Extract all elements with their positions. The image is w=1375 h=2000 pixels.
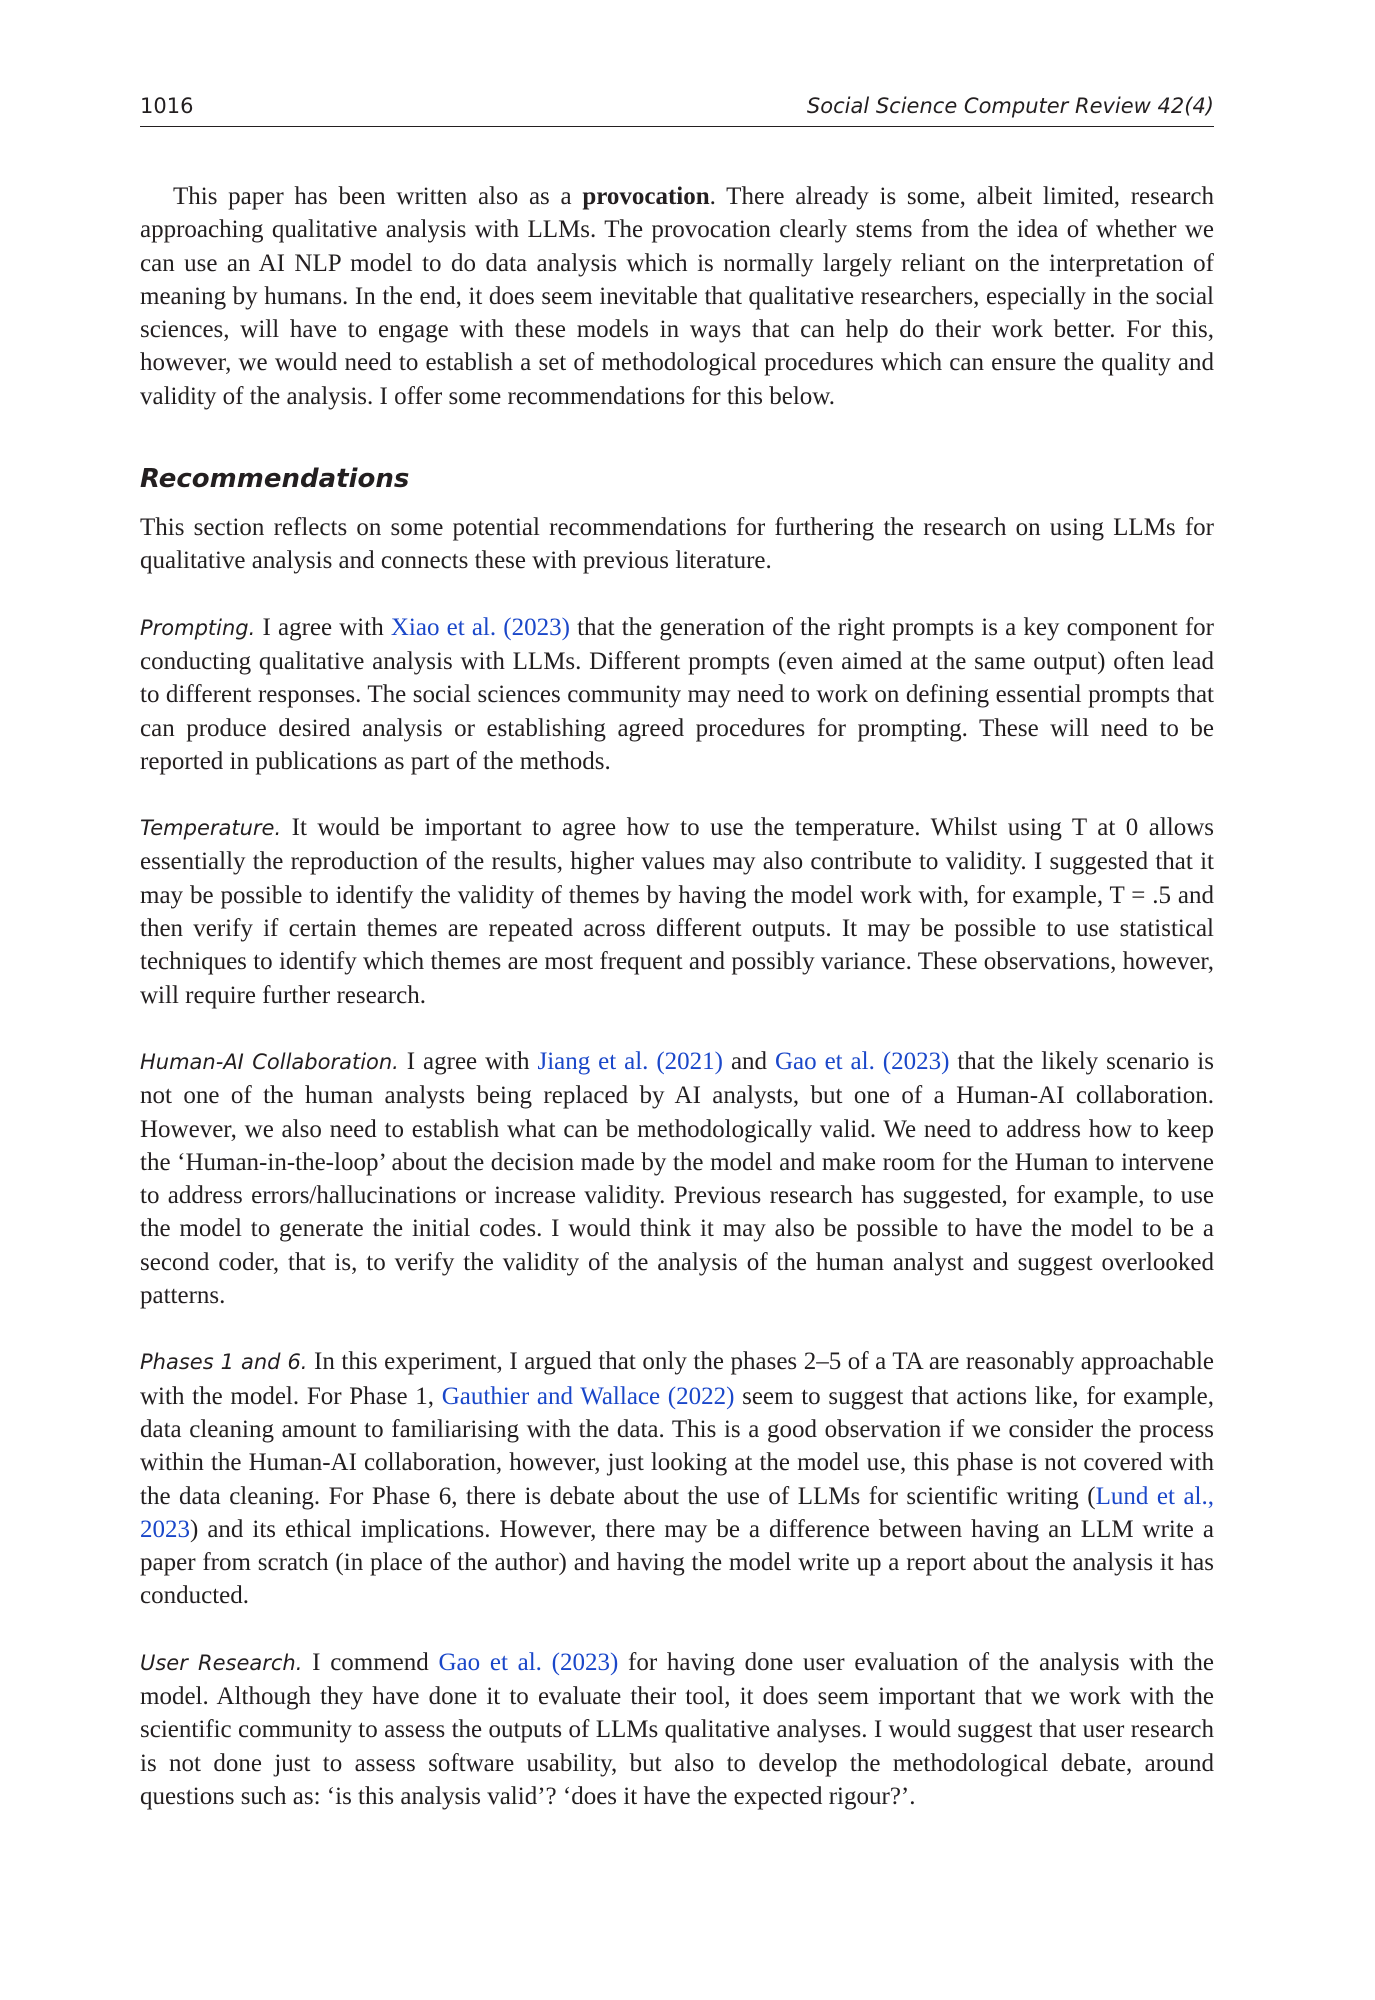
- user-research-heading: User Research.: [140, 1650, 303, 1675]
- collaboration-heading: Human-AI Collaboration.: [140, 1049, 399, 1074]
- phases-text: ) and its ethical implications. However, there may be a difference between having an LLM write a paper from scratch (in place of the author) and having the model write up a report about the analysis it has conducted.: [140, 1515, 1214, 1610]
- phases-text: seem to suggest that actions like, for example, data cleaning amount to familiarising with the data. This is a good observation if we consider the process within the Human-AI collaboration, however, just looking at the model use, this phase is not covered with the data cleaning. For Phase 6, there is debate about the use of LLMs for scientific writing (: [140, 1382, 1214, 1510]
- journal-reference: Social Science Computer Review 42(4): [806, 94, 1214, 118]
- intro-text-rest: . There already is some, albeit limited, research approaching qualitative analysis with LLMs. The provocation clearly stems from the idea of whether we can use an AI NLP model to do data analysis which is normally largely reliant on the interpretation of meaning by humans. In the end, it does seem inevitable that qualitative researchers, especially in the social sciences, will have to engage with these models in ways that can help do their work better. For this, however, we would need to establish a set of methodological procedures which can ensure the quality and validity of the analysis. I offer some recommendations for this below.: [140, 183, 1214, 410]
- collaboration-text: that the likely scenario is not one of the human analysts being replaced by AI analysts, but one of a Human-AI collaboration. However, we also need to establish what can be methodologically valid. We need to address how to keep the ‘Human-in-the-loop’ about the decision made by the model and make room for the Human to intervene to address errors/hallucinations or increase validity. Previous research has suggested, for example, to use the model to generate the initial codes. I would think it may also be possible to have the model to be a second coder, that is, to verify the validity of the analysis of the human analyst and suggest overlooked patterns.: [140, 1047, 1214, 1310]
- citation-link[interactable]: Lund et al., 2023: [140, 1482, 1214, 1543]
- collaboration-text: I agree with: [398, 1047, 538, 1075]
- intro-text-start: This paper has been written also as a: [173, 183, 583, 210]
- prompting-text: I agree with: [255, 613, 391, 641]
- user-research-text: for having done user evaluation of the analysis with the model. Although they have done it to evaluate their tool, it does seem important that we work with the scientific community to assess the outputs of LLMs qualitative analyses. I would suggest that user research is not done just to assess software usability, but also to develop the methodological debate, around questions such as: ‘is this analysis valid’? ‘does it have the expected rigour?’.: [140, 1648, 1214, 1810]
- section-heading: Recommendations: [140, 464, 410, 495]
- temperature-heading: Temperature.: [140, 816, 282, 841]
- user-research-text: I commend: [302, 1648, 439, 1676]
- collaboration-paragraph: [140, 1045, 1214, 1312]
- prompting-text: that the generation of the right prompts is a key component for conducting qualitative analysis with LLMs. Different prompts (even aimed at the same output) often lead to different responses. The social sciences community may need to work on defining essential prompts that can produce desired analysis or establishing agreed procedures for prompting. These will need to be reported in publications as part of the methods.: [140, 613, 1214, 775]
- citation-link[interactable]: Xiao et al. (2023): [390, 613, 570, 641]
- bold-term: provocation: [582, 183, 710, 210]
- section-lead-paragraph: This section reflects on some potential recommendations for furthering the research on using LLMs for qualitative analysis and connects these with previous literature.: [140, 514, 1214, 575]
- intro-paragraph: [140, 180, 1214, 413]
- user-research-paragraph: [140, 1646, 1214, 1813]
- temperature-paragraph: [140, 811, 1214, 1012]
- running-head: [140, 90, 1214, 127]
- phases-paragraph: [140, 1345, 1214, 1612]
- phases-text: In this experiment, I argued that only the phases 2–5 of a TA are reasonably approachable with the model. For Phase 1,: [140, 1348, 1215, 1410]
- article-body: [140, 180, 1214, 1813]
- prompting-paragraph: [140, 611, 1214, 778]
- phases-heading: Phases 1 and 6.: [140, 1350, 308, 1375]
- citation-link[interactable]: Gao et al. (2023): [438, 1648, 619, 1676]
- prompting-heading: Prompting.: [140, 615, 256, 640]
- temperature-text: It would be important to agree how to use the temperature. Whilst using T at 0 allows essentially the reproduction of the results, higher values may also contribute to validity. I suggested that it may be possible to identify the validity of themes by having the model work with, for example, T = .5 and then verify if certain themes are repeated across different outputs. It may be possible to use statistical techniques to identify which themes are most frequent and possibly variance. These observations, however, will require further research.: [140, 814, 1214, 1009]
- citation-link[interactable]: Gao et al. (2023): [774, 1047, 950, 1075]
- citation-link[interactable]: Jiang et al. (2021): [537, 1047, 724, 1075]
- citation-link[interactable]: Gauthier and Wallace (2022): [441, 1382, 735, 1410]
- page-number: 1016: [140, 94, 194, 118]
- collaboration-text: and: [723, 1047, 775, 1075]
